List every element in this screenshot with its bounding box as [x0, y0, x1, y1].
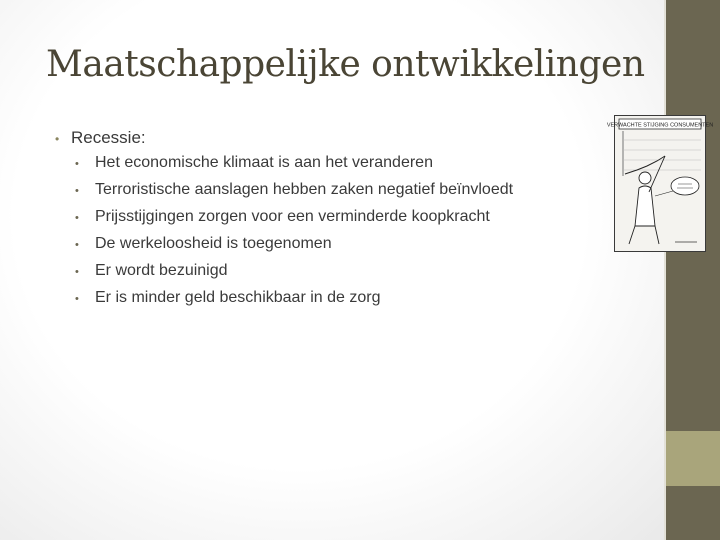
bullet-marker: • [75, 158, 79, 170]
sub-bullet-item [55, 262, 615, 289]
sub-bullet-text: De werkeloosheid is toegenomen [95, 235, 332, 252]
sub-bullet-item [55, 289, 615, 316]
sub-bullet-text: Het economische klimaat is aan het veranderen [95, 154, 433, 171]
bullet-marker: • [75, 185, 79, 197]
bullet-marker: • [55, 132, 60, 146]
sub-bullet-item [55, 181, 615, 208]
bullet-marker: • [75, 266, 79, 278]
bullet-marker: • [75, 212, 79, 224]
sub-bullet-text: Terroristische aanslagen hebben zaken negatief beïnvloedt [95, 181, 514, 198]
sub-bullet-item [55, 235, 615, 262]
sub-bullet-list [55, 154, 615, 316]
sub-bullet-item [55, 208, 615, 235]
cartoon-image [606, 115, 714, 252]
bullet-marker: • [75, 239, 79, 251]
bullet-label: Recessie: [71, 128, 146, 147]
sub-bullet-item [55, 154, 615, 181]
sub-bullet-text: Prijsstijgingen zorgen voor een verminderde koopkracht [95, 208, 490, 225]
bullet-marker: • [75, 293, 79, 305]
sub-bullet-text: Er is minder geld beschikbaar in de zorg [95, 289, 381, 306]
cartoon-banner-text: VERWACHTE STIJGING CONSUMENTEN [606, 122, 714, 129]
bullet-recessie [55, 128, 615, 154]
slide-content [55, 128, 615, 316]
slide-title: Maatschappelijke ontwikkelingen [46, 44, 645, 85]
cartoon-chart-figure-icon [606, 116, 714, 251]
sub-bullet-text: Er wordt bezuinigd [95, 262, 228, 279]
sidebar-accent-block [666, 431, 720, 486]
